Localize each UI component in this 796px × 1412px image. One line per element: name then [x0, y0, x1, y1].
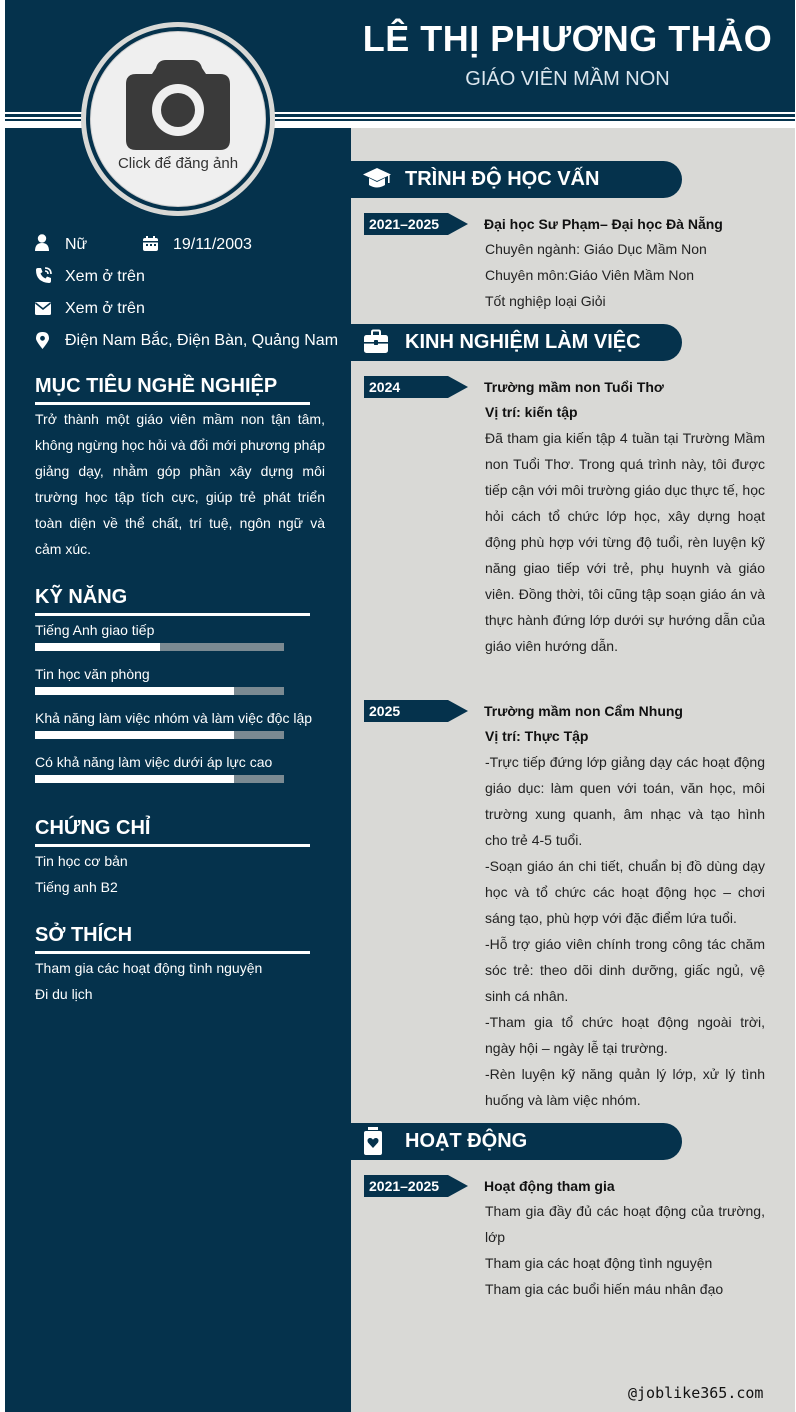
- gender-value: Nữ: [65, 236, 88, 253]
- job-date: 2025: [369, 703, 401, 719]
- job-position: Vị trí: kiến tập: [485, 404, 578, 420]
- activity-item: Tham gia các buổi hiến máu nhân đạo: [485, 1281, 724, 1297]
- job-duty: -Rèn luyện kỹ năng quản lý lớp, xử lý tình huống và làm việc nhóm.: [485, 1066, 765, 1108]
- location-pin-icon: [36, 332, 49, 349]
- skill-bar: [35, 731, 284, 739]
- watermark: @joblike365.com: [628, 1384, 764, 1402]
- job-title: GIÁO VIÊN MẦM NON: [465, 68, 670, 90]
- phone-value: Xem ở trên: [65, 268, 145, 285]
- graduation-cap-icon: [363, 166, 391, 192]
- education-detail: Tốt nghiệp loại Giỏi: [485, 293, 606, 309]
- job-place: Trường mầm non Tuổi Thơ: [484, 379, 664, 395]
- skill-label: Tiếng Anh giao tiếp: [35, 622, 155, 638]
- certificate-item: Tin học cơ bản: [35, 853, 128, 869]
- skill-label: Tin học văn phòng: [35, 666, 150, 682]
- avatar-caption[interactable]: Click để đăng ảnh: [117, 155, 239, 172]
- education-section-header: [351, 161, 682, 198]
- birthdate-value: 19/11/2003: [173, 236, 252, 253]
- hobbies-heading: SỞ THÍCH: [35, 924, 133, 946]
- education-school: Đại học Sư Phạm– Đại học Đà Nẵng: [484, 216, 723, 232]
- objective-text: Trở thành một giáo viên mầm non tận tâm, không ngừng học hỏi và đổi mới phương pháp giảng dạy, nhằm góp phần xây dựng môi trường học tập tích cực, giúp trẻ phát triển toàn diện về thể chất, trí tuệ, ngôn ngữ và cảm xúc.: [35, 411, 325, 557]
- experience-heading: KINH NGHIỆM LÀM VIỆC: [405, 331, 641, 353]
- activities-section-header: [351, 1123, 682, 1160]
- hobby-item: Tham gia các hoạt động tình nguyện: [35, 960, 263, 976]
- person-icon: [35, 234, 49, 251]
- job-duty: -Hỗ trợ giáo viên chính trong công tác chăm sóc trẻ: theo dõi dinh dưỡng, giấc ngủ, vệ sinh cá nhân.: [485, 936, 765, 1004]
- activities-description: Tham gia đầy đủ các hoạt động của trường, lớp: [485, 1203, 765, 1245]
- activities-heading: HOẠT ĐỘNG: [405, 1130, 528, 1152]
- skill-bar-fill: [35, 731, 234, 739]
- activities-date: 2021–2025: [369, 1178, 440, 1194]
- skills-heading: KỸ NĂNG: [35, 586, 128, 608]
- address-value: Điện Nam Bắc, Điện Bàn, Quảng Nam: [65, 332, 339, 349]
- objective-underline: [35, 402, 310, 405]
- candidate-name: LÊ THỊ PHƯƠNG THẢO: [362, 18, 773, 59]
- skill-bar-fill: [35, 687, 234, 695]
- job-description: Đã tham gia kiến tập 4 tuần tại Trường Mầm non Tuổi Thơ. Trong quá trình này, tôi được tiếp cận với môi trường giáo dục thực tế, học hỏi cách tổ chức lớp học, xây dựng hoạt động phù hợp với từng độ tuổi, rèn luyện kỹ năng giao tiếp với trẻ, phụ huynh và giáo viên. Đồng thời, tôi cũng tập soạn giáo án và thực hành đứng lớp dưới sự hướng dẫn của giáo viên hướng dẫn.: [485, 430, 765, 654]
- job-duty: -Trực tiếp đứng lớp giảng dạy các hoạt động giáo dục: làm quen với toán, văn học, môi trường xung quanh, âm nhạc và tạo hình cho trẻ 4-5 tuổi.: [485, 754, 765, 848]
- activities-title: Hoạt động tham gia: [484, 1178, 615, 1194]
- skill-bar-fill: [35, 643, 160, 651]
- objective-heading: MỤC TIÊU NGHỀ NGHIỆP: [35, 375, 278, 397]
- certificates-heading: CHỨNG CHỈ: [35, 817, 151, 839]
- job-place: Trường mầm non Cẩm Nhung: [484, 703, 683, 719]
- skill-bar-fill: [35, 775, 234, 783]
- education-detail: Chuyên ngành: Giáo Dục Mầm Non: [485, 241, 707, 257]
- job-duty: -Tham gia tổ chức hoạt động ngoài trời, ngày hội – ngày lễ tại trường.: [485, 1014, 765, 1056]
- job-position: Vị trí: Thực Tập: [485, 728, 589, 744]
- job-duty: -Soạn giáo án chi tiết, chuẩn bị đồ dùng dạy học và tổ chức các hoạt động học – chơi sáng tạo, phù hợp với đặc điểm lứa tuổi.: [485, 858, 765, 926]
- badge-heart-icon: [363, 1127, 383, 1155]
- skill-label: Có khả năng làm việc dưới áp lực cao: [35, 754, 273, 770]
- hobbies-underline: [35, 951, 310, 954]
- camera-icon[interactable]: [126, 60, 232, 150]
- skill-bar: [35, 775, 284, 783]
- skill-bar: [35, 643, 284, 651]
- skill-label: Khả năng làm việc nhóm và làm việc độc lập: [35, 710, 313, 726]
- certificate-item: Tiếng anh B2: [35, 879, 118, 895]
- email-value: Xem ở trên: [65, 300, 145, 317]
- job-date: 2024: [369, 379, 401, 395]
- certificates-underline: [35, 844, 310, 847]
- experience-section-header: [351, 324, 682, 361]
- phone-icon: [35, 267, 52, 284]
- sidebar: [5, 128, 351, 1412]
- skills-underline: [35, 613, 310, 616]
- email-icon: [35, 302, 51, 315]
- education-detail: Chuyên môn:Giáo Viên Mầm Non: [485, 267, 695, 283]
- briefcase-icon: [363, 329, 389, 355]
- education-heading: TRÌNH ĐỘ HỌC VẤN: [405, 168, 600, 190]
- activity-item: Tham gia các hoạt động tình nguyện: [485, 1255, 713, 1271]
- skill-bar: [35, 687, 284, 695]
- hobby-item: Đi du lịch: [35, 986, 93, 1002]
- calendar-icon: [143, 236, 158, 251]
- education-date: 2021–2025: [369, 216, 440, 232]
